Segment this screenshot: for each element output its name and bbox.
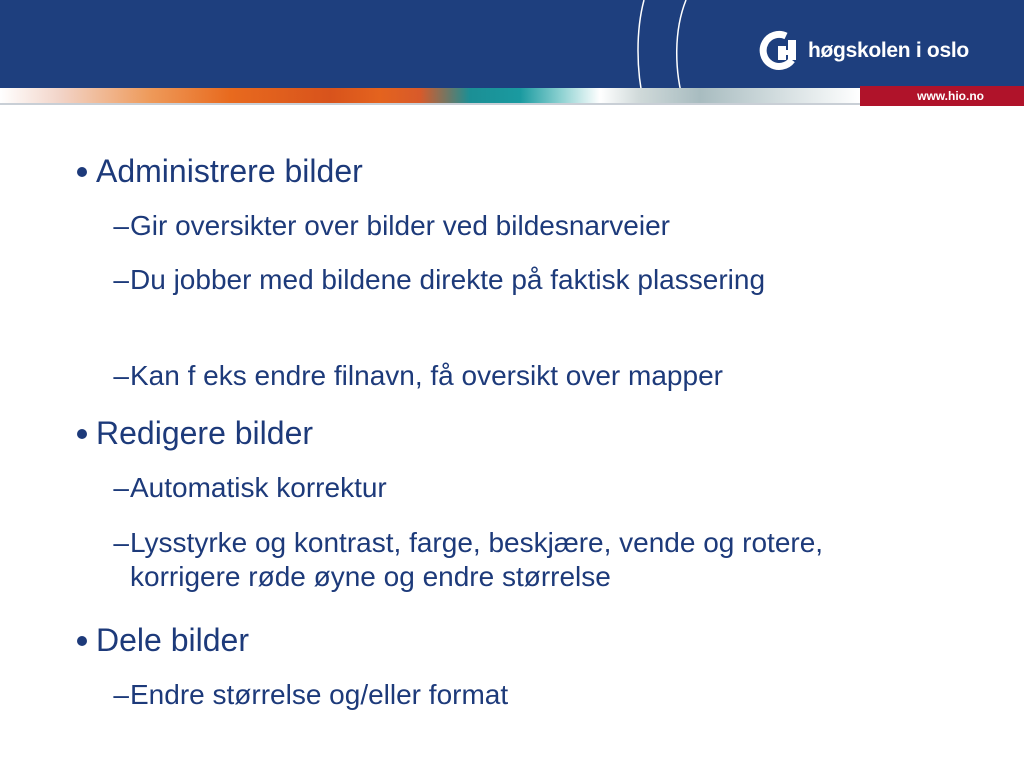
sub-item: [103, 471, 910, 505]
dash-marker: –: [113, 472, 129, 503]
bullet-item: [77, 622, 249, 658]
logo-text: høgskolen i oslo: [808, 39, 969, 62]
sub-item-text: Du jobber med bildene direkte på faktisk plassering: [130, 264, 766, 295]
sub-item: [103, 263, 790, 297]
sub-item: [103, 678, 910, 712]
dash-marker: –: [113, 527, 129, 558]
dash-marker: –: [113, 210, 129, 241]
bullet-dot: [77, 636, 87, 646]
sub-item: [103, 526, 910, 594]
sub-item: [103, 359, 910, 393]
bullet-item: [77, 153, 363, 189]
sub-item-text: Lysstyrke og kontrast, farge, beskjære, vende og rotere, korrigere røde øyne og endre størrelse: [130, 527, 824, 592]
sub-item-text: Automatisk korrektur: [130, 472, 387, 503]
bullet-dot: [77, 429, 87, 439]
bullet-label: Administrere bilder: [96, 153, 363, 189]
sub-item-text: Gir oversikter over bilder ved bildesnarveier: [130, 210, 670, 241]
bullet-dot: [77, 167, 87, 177]
bullet-item: [77, 415, 313, 451]
bullet-label: Dele bilder: [96, 622, 249, 658]
sub-item: [103, 209, 910, 243]
sub-item-text: Kan f eks endre filnavn, få oversikt over mapper: [130, 360, 723, 391]
dash-marker: –: [113, 360, 129, 391]
sub-item-text: Endre størrelse og/eller format: [130, 679, 509, 710]
url-label: www.hio.no: [860, 86, 1024, 106]
dash-marker: –: [113, 264, 129, 295]
bullet-label: Redigere bilder: [96, 415, 314, 451]
dash-marker: –: [113, 679, 129, 710]
